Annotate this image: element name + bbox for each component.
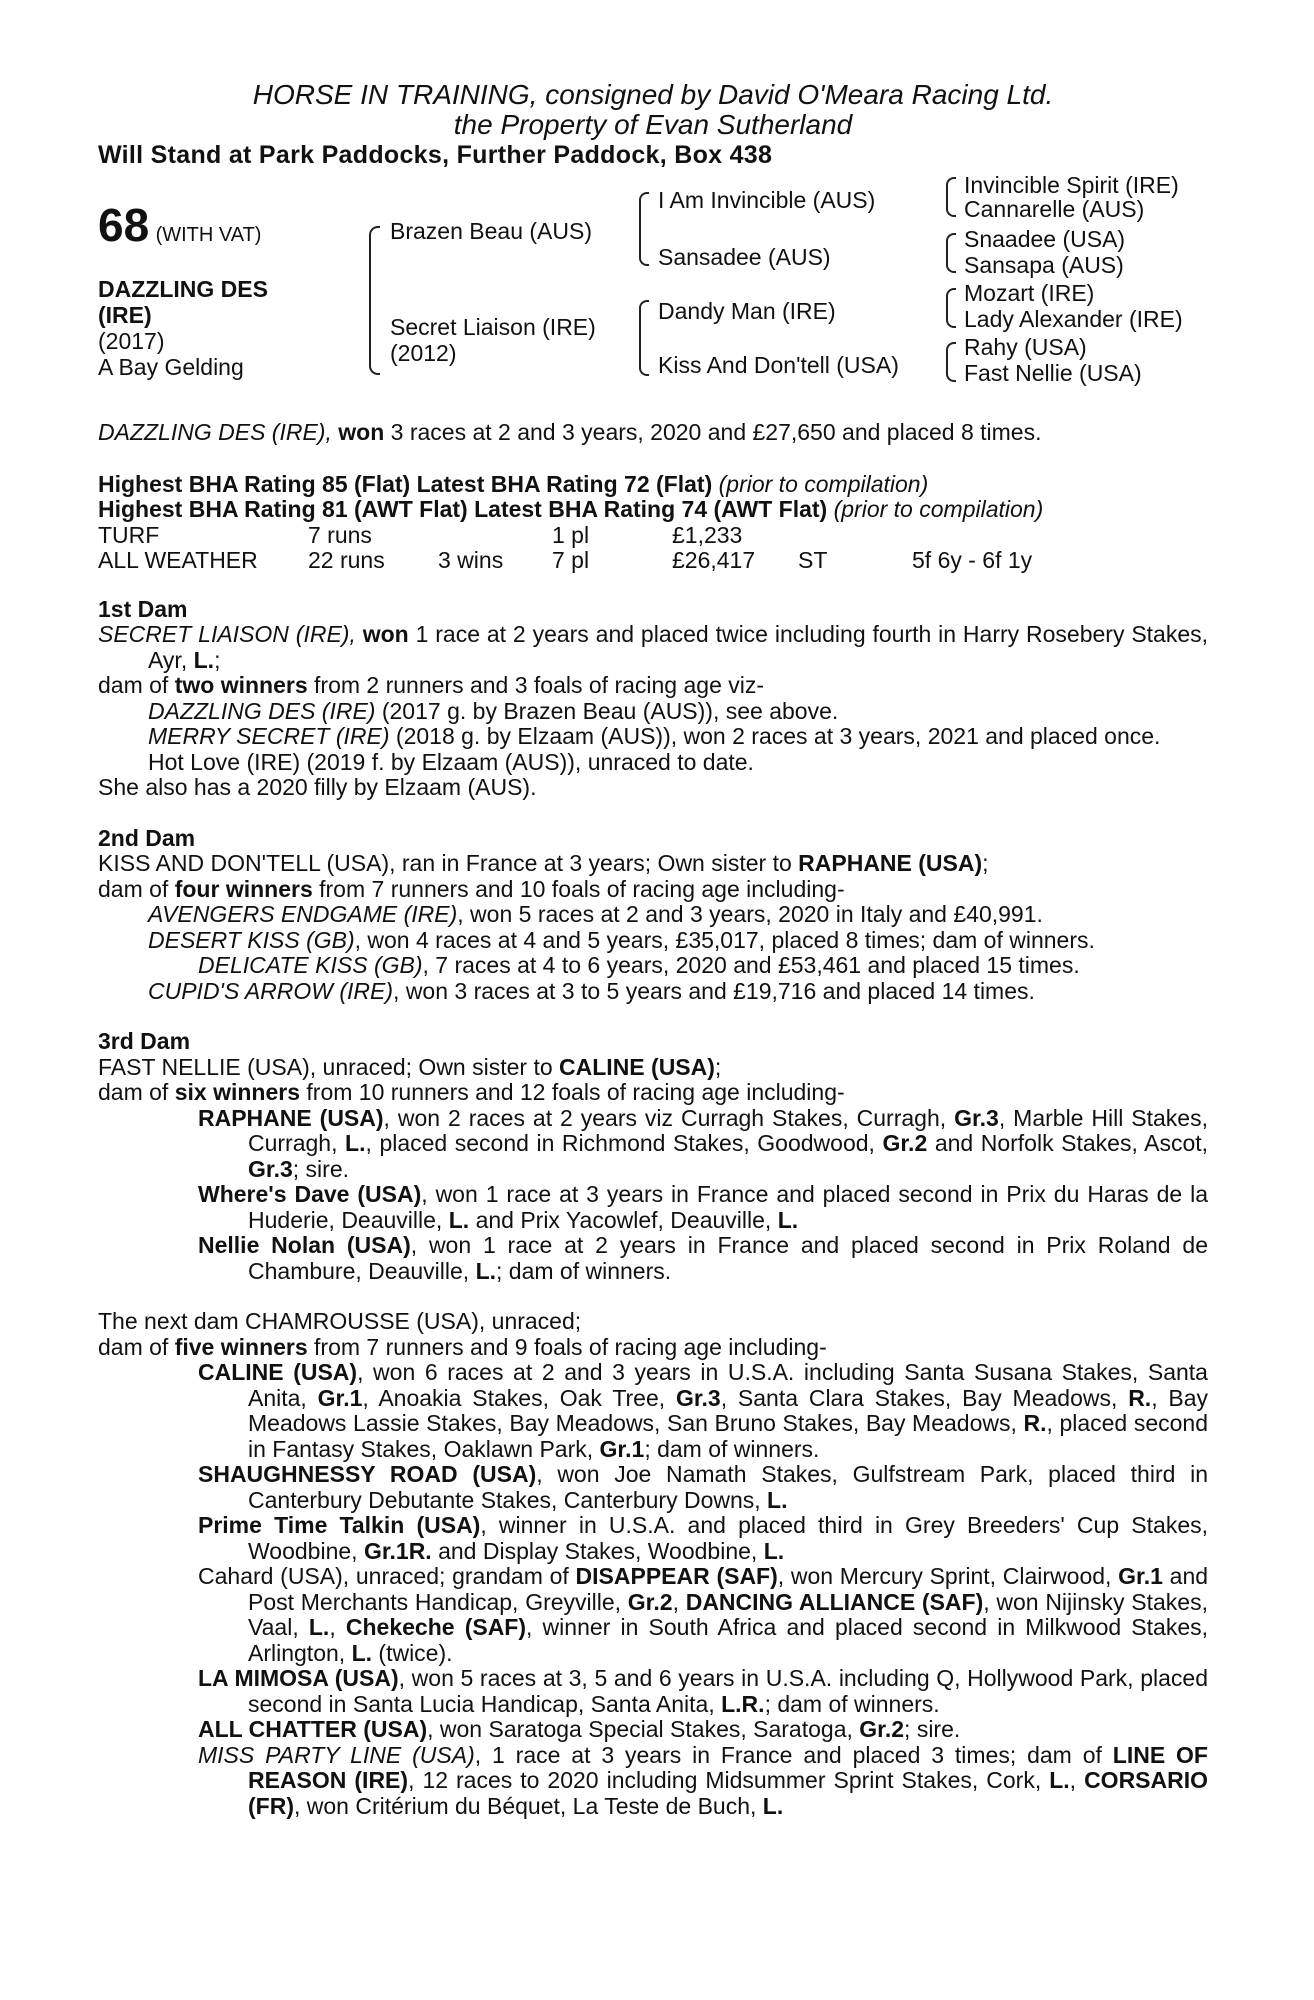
first-dam-record: SECRET LIAISON (IRE), won 1 race at 2 years and placed twice including fourth in Harry Rosebery Stakes, Ayr, L.; <box>98 621 1209 673</box>
consignor-line: HORSE IN TRAINING, consigned by David O'Meara Racing Ltd. <box>252 79 1054 110</box>
list-item: RAPHANE (USA), won 2 races at 2 years viz Curragh Stakes, Curragh, Gr.3, Marble Hill Stakes, Curragh, L., placed second in Richmond Stakes, Goodwood, Gr.2 and Norfolk Stakes, Ascot, Gr.3; sire. <box>198 1104 1209 1182</box>
first-dam-produce-intro: dam of two winners from 2 runners and 3 foals of racing age viz- <box>98 672 765 698</box>
list-item: DELICATE KISS (GB), 7 races at 4 to 6 years, 2020 and £53,461 and placed 15 times. <box>198 952 1080 978</box>
rating-flat: Highest BHA Rating 85 (Flat) Latest BHA Rating 72 (Flat) (prior to compilation) <box>98 470 929 497</box>
list-item: Where's Dave (USA), won 1 race at 3 years in France and placed second in Prix du Haras de la Huderie, Deauville, L. and Prix Yacowlef, Deauville, L. <box>198 1181 1208 1233</box>
dam-year: (2012) <box>390 340 457 366</box>
list-item: SHAUGHNESSY ROAD (USA), won Joe Namath Stakes, Gulfstream Park, placed third in Canterbury Debutante Stakes, Canterbury Downs, L. <box>198 1461 1208 1513</box>
pedigree-brace-2b <box>639 300 649 376</box>
pedigree-brace-1 <box>369 226 380 375</box>
list-item: AVENGERS ENDGAME (IRE), won 5 races at 2 and 3 years, 2020 in Italy and £40,991. <box>148 901 1043 927</box>
dam-sire: Dandy Man (IRE) <box>658 298 836 324</box>
vat-note: (WITH VAT) <box>155 224 262 246</box>
third-dam-section <box>98 1029 1208 1284</box>
race-summary: DAZZLING DES (IRE), won 3 races at 2 and 3 years, 2020 and £27,650 and placed 8 times. <box>98 419 1042 445</box>
header <box>98 80 1208 170</box>
pedigree-brace-3a <box>946 177 956 217</box>
race-record-table <box>98 523 1032 573</box>
list-item: ALL CHATTER (USA), won Saratoga Special Stakes, Saratoga, Gr.2; sire. <box>198 1716 961 1742</box>
third-dam-produce-intro: dam of six winners from 10 runners and 12 foals of racing age including- <box>98 1079 845 1105</box>
list-item: Nellie Nolan (USA), won 1 race at 2 years in France and placed second in Prix Roland de Chambure, Deauville, L.; dam of winners. <box>198 1232 1208 1284</box>
location-line: Will Stand at Park Paddocks, Further Paddock, Box 438 <box>98 141 773 169</box>
horse-name: DAZZLING DES <box>98 276 268 302</box>
dam-sire-dam: Lady Alexander (IRE) <box>964 306 1183 332</box>
ratings <box>98 472 1208 523</box>
rating-awt: Highest BHA Rating 81 (AWT Flat) Latest BHA Rating 74 (AWT Flat) (prior to compilation) <box>98 496 1044 522</box>
horse-description: A Bay Gelding <box>98 354 244 380</box>
sire-dam-dam: Sansapa (AUS) <box>964 252 1124 278</box>
pedigree-brace-3b <box>946 233 956 273</box>
property-line: the Property of Evan Sutherland <box>453 109 853 140</box>
list-item: CALINE (USA), won 6 races at 2 and 3 years in U.S.A. including Santa Susana Stakes, Santa Anita, Gr.1, Anoakia Stakes, Oak Tree, Gr.3, Santa Clara Stakes, Bay Meadows, R., Bay Meadows Lassie Stakes, Bay Meadows, San Bruno Stakes, Bay Meadows, R., placed second in Fantasy Stakes, Oaklawn Park, Gr.1; dam of winners. <box>198 1359 1209 1462</box>
first-dam-note: She also has a 2020 filly by Elzaam (AUS). <box>98 774 537 800</box>
fourth-dam-record: The next dam CHAMROUSSE (USA), unraced; <box>98 1308 582 1334</box>
pedigree-brace-3d <box>946 342 956 382</box>
lot-info <box>98 199 268 380</box>
list-item: DAZZLING DES (IRE) (2017 g. by Brazen Beau (AUS)), see above. <box>148 697 839 724</box>
list-item: LA MIMOSA (USA), won 5 races at 3, 5 and 6 years in U.S.A. including Q, Hollywood Park, placed second in Santa Lucia Handicap, Santa Anita, L.R.; dam of winners. <box>198 1665 1208 1717</box>
list-item: MERRY SECRET (IRE) (2018 g. by Elzaam (AUS)), won 2 races at 3 years, 2021 and placed once. <box>148 723 1161 749</box>
horse-name-suffix: (IRE) <box>98 302 152 328</box>
fourth-dam-produce-intro: dam of five winners from 7 runners and 9 foals of racing age including- <box>98 1333 827 1360</box>
second-dam-section <box>98 826 1208 1005</box>
sire: Brazen Beau (AUS) <box>390 218 592 244</box>
list-item: Hot Love (IRE) (2019 f. by Elzaam (AUS)), unraced to date. <box>148 748 754 775</box>
dam-dam: Kiss And Don'tell (USA) <box>658 352 899 378</box>
pedigree-brace-2a <box>639 192 649 266</box>
section-heading: 3rd Dam <box>98 1028 191 1054</box>
section-heading: 1st Dam <box>98 595 188 622</box>
dam-dam-sire: Rahy (USA) <box>964 334 1087 360</box>
pedigree-block <box>98 172 1208 408</box>
sire-sire-sire: Invincible Spirit (IRE) <box>964 172 1179 198</box>
sire-dam: Sansadee (AUS) <box>658 244 831 270</box>
fourth-dam-section <box>98 1309 1208 1819</box>
sire-dam-sire: Snaadee (USA) <box>964 226 1126 252</box>
lot-number: 68 <box>98 199 150 251</box>
second-dam-record: KISS AND DON'TELL (USA), ran in France at 3 years; Own sister to RAPHANE (USA); <box>98 850 989 876</box>
pedigree-brace-3c <box>946 288 956 328</box>
second-dam-produce-intro: dam of four winners from 7 runners and 10 foals of racing age including- <box>98 875 845 902</box>
dam-sire-sire: Mozart (IRE) <box>964 280 1095 306</box>
table-row: ALL WEATHER 22 runs 3 wins 7 pl £26,417 ST 5f 6y - 6f 1y <box>98 546 1033 573</box>
first-dam-section <box>98 597 1208 801</box>
list-item: CUPID'S ARROW (IRE), won 3 races at 3 to 5 years and £19,716 and placed 14 times. <box>148 977 1035 1004</box>
table-row: TURF 7 runs 1 pl £1,233 <box>98 521 743 548</box>
dam-dam-dam: Fast Nellie (USA) <box>964 360 1142 386</box>
list-item: DESERT KISS (GB), won 4 races at 4 and 5 years, £35,017, placed 8 times; dam of winners. <box>148 926 1095 953</box>
horse-year: (2017) <box>98 328 165 354</box>
list-item: MISS PARTY LINE (USA), 1 race at 3 years in France and placed 3 times; dam of LINE OF REASON (IRE), 12 races to 2020 including Midsummer Sprint Stakes, Cork, L., CORSARIO (FR), won Critérium du Béquet, La Teste de Buch, L. <box>198 1741 1209 1819</box>
sire-sire-dam: Cannarelle (AUS) <box>964 196 1145 222</box>
sire-sire: I Am Invincible (AUS) <box>658 187 876 213</box>
list-item: Cahard (USA), unraced; grandam of DISAPPEAR (SAF), won Mercury Sprint, Clairwood, Gr.1 and Post Merchants Handicap, Greyville, Gr.2, DANCING ALLIANCE (SAF), won Nijinsky Stakes, Vaal, L., Chekeche (SAF), winner in South Africa and placed second in Milkwood Stakes, Arlington, L. (twice). <box>198 1563 1209 1666</box>
section-heading: 2nd Dam <box>98 824 196 851</box>
list-item: Prime Time Talkin (USA), winner in U.S.A. and placed third in Grey Breeders' Cup Stakes, Woodbine, Gr.1R. and Display Stakes, Woodbine, L. <box>198 1512 1208 1564</box>
catalogue-page <box>98 80 1208 1819</box>
dam: Secret Liaison (IRE) <box>390 314 596 340</box>
third-dam-record: FAST NELLIE (USA), unraced; Own sister to CALINE (USA); <box>98 1053 722 1080</box>
